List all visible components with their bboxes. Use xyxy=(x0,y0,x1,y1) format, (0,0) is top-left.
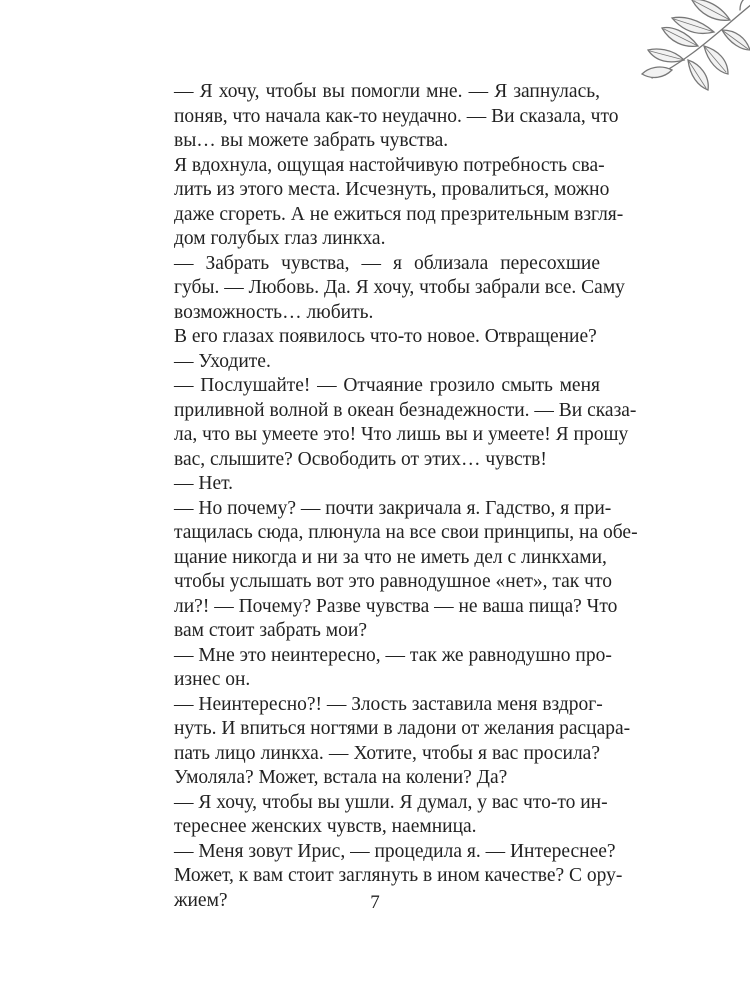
text-line: тереснее женских чувств, наемница. xyxy=(174,816,477,837)
text-line: дом голубых глаз линкха. xyxy=(174,228,386,249)
paragraph xyxy=(159,154,624,252)
text-line: — Я хочу, чтобы вы ушли. Я думал, у вас что-то ин- xyxy=(174,791,608,813)
text-line: В его глазах появилось что-то новое. Отвращение? xyxy=(174,326,597,347)
paragraph xyxy=(159,497,638,644)
paragraph xyxy=(159,472,600,497)
text-line: губы. — Любовь. Да. Я хочу, чтобы забрали все. Саму xyxy=(174,277,625,298)
text-line: тащилась сюда, плюнула на все свои принципы, на обе- xyxy=(174,522,638,543)
text-line: Умоляла? Может, встала на колени? Да? xyxy=(174,767,508,788)
text-line: — Неинтересно?! — Злость заставила меня вздрог- xyxy=(174,693,603,715)
text-line: Может, к вам стоит заглянуть в ином качестве? С ору- xyxy=(174,865,623,886)
text-line: приливной волной в океан безнадежности. — Ви сказа- xyxy=(174,399,637,421)
page-number: 7 xyxy=(370,892,380,913)
text-line: ли?! — Почему? Разве чувства — не ваша пища? Что xyxy=(174,595,618,617)
text-line: чтобы услышать вот это равнодушное «нет», так что xyxy=(174,571,612,592)
text-line: изнес он. xyxy=(174,669,251,690)
text-line: — Меня зовут Ирис, — процедила я. — Интереснее? xyxy=(174,840,616,862)
text-line: вас, слышите? Освободить от этих… чувств! xyxy=(174,448,547,470)
paragraph xyxy=(159,374,637,472)
text-line: — Забрать чувства, — я облизала пересохшие xyxy=(174,252,600,274)
text-line: — Но почему? — почти закричала я. Гадство, я при- xyxy=(174,497,612,519)
text-line: — Нет. xyxy=(174,473,234,494)
text-line: — Уходите. xyxy=(174,350,271,372)
text-line: Я вдохнула, ощущая настойчивую потребность сва- xyxy=(174,154,605,176)
text-line: жием? xyxy=(174,889,228,911)
text-line: поняв, что начала как-то неудачно. — Ви сказала, что xyxy=(174,105,619,127)
paragraph xyxy=(159,644,612,693)
paragraph xyxy=(159,252,625,326)
paragraph xyxy=(159,693,631,791)
paragraph xyxy=(159,325,600,350)
leaf-branch-icon xyxy=(590,0,750,110)
text-line: даже сгореть. А не ежиться под презрительным взгля- xyxy=(174,203,624,225)
body-text xyxy=(159,80,638,913)
text-line: — Мне это неинтересно, — так же равнодушно про- xyxy=(174,644,612,666)
text-line: вам стоит забрать мои? xyxy=(174,620,367,641)
text-line: лить из этого места. Исчезнуть, провалиться, можно xyxy=(174,179,610,200)
paragraph xyxy=(159,791,608,840)
text-line: возможность… любить. xyxy=(174,301,374,323)
text-line: — Послушайте! — Отчаяние грозило смыть меня xyxy=(174,375,600,396)
text-line: вы… вы можете забрать чувства. xyxy=(174,130,449,151)
text-line: — Я хочу, чтобы вы помогли мне. — Я запнулась, xyxy=(174,81,600,102)
paragraph xyxy=(159,350,600,375)
text-line: нуть. И впиться ногтями в ладони от желания расцара- xyxy=(174,718,631,739)
text-line: пать лицо линкха. — Хотите, чтобы я вас просила? xyxy=(174,742,600,764)
text-line: щание никогда и ни за что не иметь дел с линкхами, xyxy=(174,546,607,568)
text-line: ла, что вы умеете это! Что лишь вы и умеете! Я прошу xyxy=(174,424,629,445)
paragraph xyxy=(159,80,619,154)
